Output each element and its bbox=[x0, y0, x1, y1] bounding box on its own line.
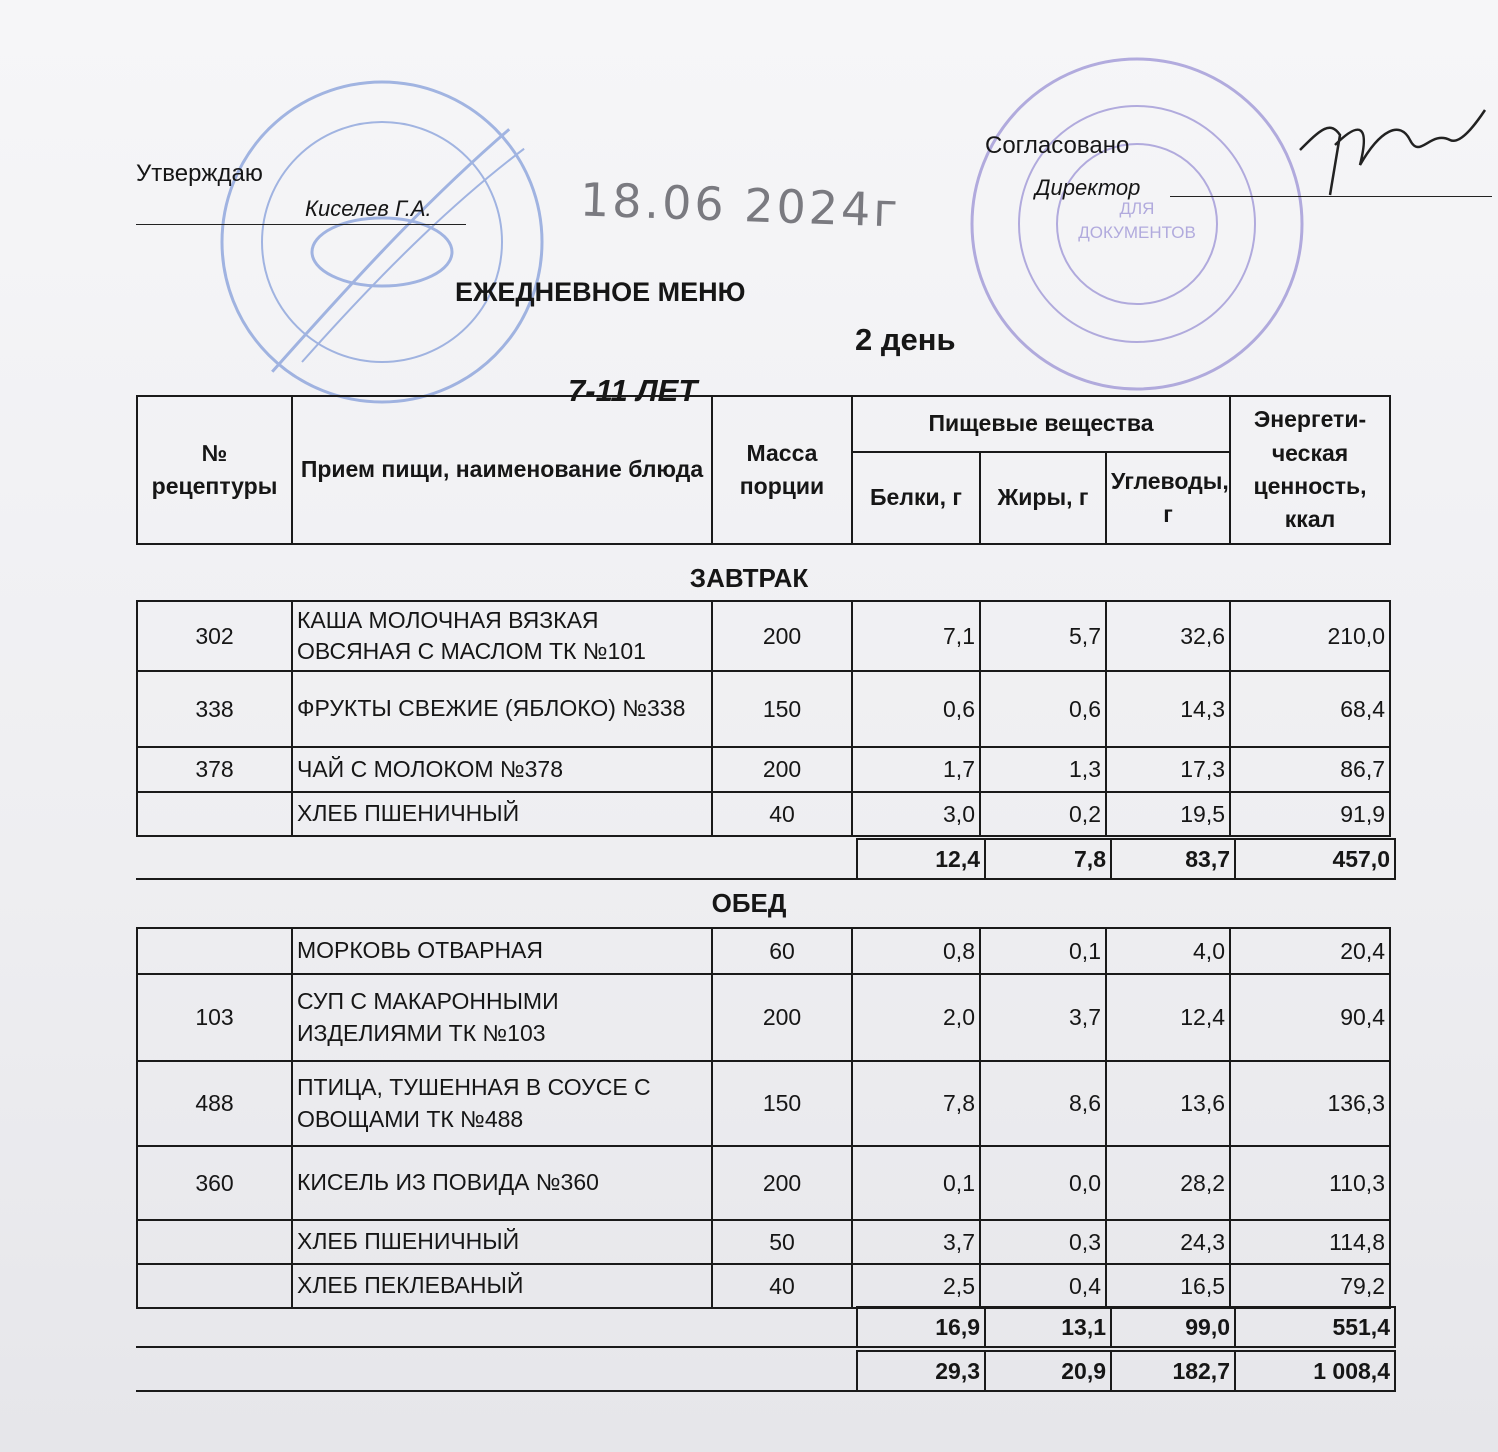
breakfast-total-table bbox=[856, 838, 1396, 880]
proteins: 3,0 bbox=[852, 792, 980, 836]
approve-signature-line bbox=[136, 224, 301, 225]
recipe-no bbox=[137, 792, 292, 836]
table-row bbox=[137, 928, 1390, 974]
proteins: 7,8 bbox=[852, 1061, 980, 1146]
fats: 0,0 bbox=[980, 1146, 1106, 1220]
recipe-no: 488 bbox=[137, 1061, 292, 1146]
right-stamp bbox=[965, 52, 1310, 397]
recipe-no: 360 bbox=[137, 1146, 292, 1220]
day-title: 2 день bbox=[855, 322, 956, 357]
fats: 0,2 bbox=[980, 792, 1106, 836]
dish-name: ФРУКТЫ СВЕЖИЕ (ЯБЛОКО) №338 bbox=[292, 671, 712, 747]
breakfast-total bbox=[136, 838, 1389, 880]
breakfast-title: ЗАВТРАК bbox=[689, 563, 809, 593]
recipe-no bbox=[137, 928, 292, 974]
carbs: 13,6 bbox=[1106, 1061, 1230, 1146]
carbs: 32,6 bbox=[1106, 601, 1230, 671]
carbs: 4,0 bbox=[1106, 928, 1230, 974]
portion-mass: 200 bbox=[712, 974, 852, 1061]
carbs: 16,5 bbox=[1106, 1264, 1230, 1308]
fats: 1,3 bbox=[980, 747, 1106, 792]
total-proteins: 16,9 bbox=[857, 1307, 985, 1347]
total-proteins: 12,4 bbox=[857, 839, 985, 879]
svg-text:ДЛЯ: ДЛЯ bbox=[1119, 199, 1155, 218]
total-carbs: 99,0 bbox=[1111, 1307, 1235, 1347]
recipe-no: 378 bbox=[137, 747, 292, 792]
table-row bbox=[137, 671, 1390, 747]
lunch-total-table bbox=[856, 1306, 1396, 1348]
day-total bbox=[136, 1350, 1389, 1392]
portion-mass: 60 bbox=[712, 928, 852, 974]
carbs: 14,3 bbox=[1106, 671, 1230, 747]
energy: 79,2 bbox=[1230, 1264, 1390, 1308]
energy: 136,3 bbox=[1230, 1061, 1390, 1146]
total-underline bbox=[136, 1346, 858, 1348]
energy: 90,4 bbox=[1230, 974, 1390, 1061]
menu-table-header bbox=[136, 395, 1391, 545]
director-signature-line bbox=[1170, 196, 1492, 197]
director-label: Директор bbox=[1035, 175, 1141, 200]
day-total-proteins: 29,3 bbox=[857, 1351, 985, 1391]
total-fats: 7,8 bbox=[985, 839, 1111, 879]
menu-title: ЕЖЕДНЕВНОЕ МЕНЮ bbox=[455, 277, 746, 307]
recipe-no bbox=[137, 1220, 292, 1264]
approve-name: Киселев Г.А. bbox=[305, 196, 432, 221]
approve-label: Утверждаю bbox=[136, 160, 263, 187]
day-total-fats: 20,9 bbox=[985, 1351, 1111, 1391]
proteins: 1,7 bbox=[852, 747, 980, 792]
carbs: 17,3 bbox=[1106, 747, 1230, 792]
dish-name: ХЛЕБ ПШЕНИЧНЫЙ bbox=[292, 792, 712, 836]
day-total-carbs: 182,7 bbox=[1111, 1351, 1235, 1391]
proteins: 7,1 bbox=[852, 601, 980, 671]
proteins: 0,8 bbox=[852, 928, 980, 974]
header-carbs: Углеводы, г bbox=[1106, 452, 1230, 544]
handwritten-date: 18.06 2024г bbox=[579, 172, 902, 238]
portion-mass: 200 bbox=[712, 747, 852, 792]
dish-name: ХЛЕБ ПШЕНИЧНЫЙ bbox=[292, 1220, 712, 1264]
lunch-table bbox=[136, 927, 1391, 1309]
table-row bbox=[137, 1146, 1390, 1220]
total-carbs: 83,7 bbox=[1111, 839, 1235, 879]
proteins: 0,6 bbox=[852, 671, 980, 747]
proteins: 0,1 bbox=[852, 1146, 980, 1220]
age-title: 7-11 ЛЕТ bbox=[568, 373, 698, 408]
table-row bbox=[137, 601, 1390, 671]
recipe-no: 103 bbox=[137, 974, 292, 1061]
carbs: 28,2 bbox=[1106, 1146, 1230, 1220]
total-fats: 13,1 bbox=[985, 1307, 1111, 1347]
portion-mass: 50 bbox=[712, 1220, 852, 1264]
day-total-table bbox=[856, 1350, 1396, 1392]
portion-mass: 150 bbox=[712, 1061, 852, 1146]
portion-mass: 200 bbox=[712, 601, 852, 671]
total-underline bbox=[136, 1390, 858, 1392]
dish-name: ХЛЕБ ПЕКЛЕВАНЫЙ bbox=[292, 1264, 712, 1308]
fats: 0,1 bbox=[980, 928, 1106, 974]
lunch-total bbox=[136, 1306, 1389, 1348]
dish-name: МОРКОВЬ ОТВАРНАЯ bbox=[292, 928, 712, 974]
energy: 114,8 bbox=[1230, 1220, 1390, 1264]
fats: 8,6 bbox=[980, 1061, 1106, 1146]
header-recipe-no: № рецептуры bbox=[137, 396, 292, 544]
header-fats: Жиры, г bbox=[980, 452, 1106, 544]
recipe-no: 302 bbox=[137, 601, 292, 671]
table-row bbox=[137, 974, 1390, 1061]
fats: 0,3 bbox=[980, 1220, 1106, 1264]
fats: 3,7 bbox=[980, 974, 1106, 1061]
header-energy: Энергети-ческая ценность, ккал bbox=[1230, 396, 1390, 544]
recipe-no bbox=[137, 1264, 292, 1308]
header-proteins: Белки, г bbox=[852, 452, 980, 544]
total-underline bbox=[136, 878, 858, 880]
energy: 20,4 bbox=[1230, 928, 1390, 974]
table-row bbox=[137, 1061, 1390, 1146]
dish-name: ЧАЙ С МОЛОКОМ №378 bbox=[292, 747, 712, 792]
proteins: 3,7 bbox=[852, 1220, 980, 1264]
portion-mass: 200 bbox=[712, 1146, 852, 1220]
header-meal-dish: Прием пищи, наименование блюда bbox=[292, 396, 712, 544]
header-nutrients: Пищевые вещества bbox=[852, 396, 1230, 452]
portion-mass: 40 bbox=[712, 792, 852, 836]
day-total-energy: 1 008,4 bbox=[1235, 1351, 1395, 1391]
energy: 91,9 bbox=[1230, 792, 1390, 836]
portion-mass: 40 bbox=[712, 1264, 852, 1308]
dish-name: ПТИЦА, ТУШЕННАЯ В СОУСЕ С ОВОЩАМИ ТК №488 bbox=[292, 1061, 712, 1146]
proteins: 2,0 bbox=[852, 974, 980, 1061]
energy: 110,3 bbox=[1230, 1146, 1390, 1220]
lunch-title: ОБЕД bbox=[711, 888, 787, 918]
approve-name-line bbox=[296, 224, 466, 225]
proteins: 2,5 bbox=[852, 1264, 980, 1308]
agreed-label: Согласовано bbox=[985, 132, 1130, 159]
total-energy: 457,0 bbox=[1235, 839, 1395, 879]
total-energy: 551,4 bbox=[1235, 1307, 1395, 1347]
energy: 210,0 bbox=[1230, 601, 1390, 671]
breakfast-table bbox=[136, 600, 1391, 837]
left-stamp bbox=[212, 72, 552, 412]
recipe-no: 338 bbox=[137, 671, 292, 747]
signature bbox=[1290, 90, 1490, 200]
table-row bbox=[137, 747, 1390, 792]
dish-name: КИСЕЛЬ ИЗ ПОВИДА №360 bbox=[292, 1146, 712, 1220]
dish-name: КАША МОЛОЧНАЯ ВЯЗКАЯ ОВСЯНАЯ С МАСЛОМ ТК №101 bbox=[292, 601, 712, 671]
carbs: 12,4 bbox=[1106, 974, 1230, 1061]
energy: 68,4 bbox=[1230, 671, 1390, 747]
energy: 86,7 bbox=[1230, 747, 1390, 792]
table-row bbox=[137, 1220, 1390, 1264]
table-row bbox=[137, 792, 1390, 836]
carbs: 24,3 bbox=[1106, 1220, 1230, 1264]
table-row bbox=[137, 1264, 1390, 1308]
fats: 0,6 bbox=[980, 671, 1106, 747]
dish-name: СУП С МАКАРОННЫМИ ИЗДЕЛИЯМИ ТК №103 bbox=[292, 974, 712, 1061]
fats: 5,7 bbox=[980, 601, 1106, 671]
svg-text:ДОКУМЕНТОВ: ДОКУМЕНТОВ bbox=[1078, 223, 1196, 242]
portion-mass: 150 bbox=[712, 671, 852, 747]
header-portion-mass: Масса порции bbox=[712, 396, 852, 544]
fats: 0,4 bbox=[980, 1264, 1106, 1308]
carbs: 19,5 bbox=[1106, 792, 1230, 836]
